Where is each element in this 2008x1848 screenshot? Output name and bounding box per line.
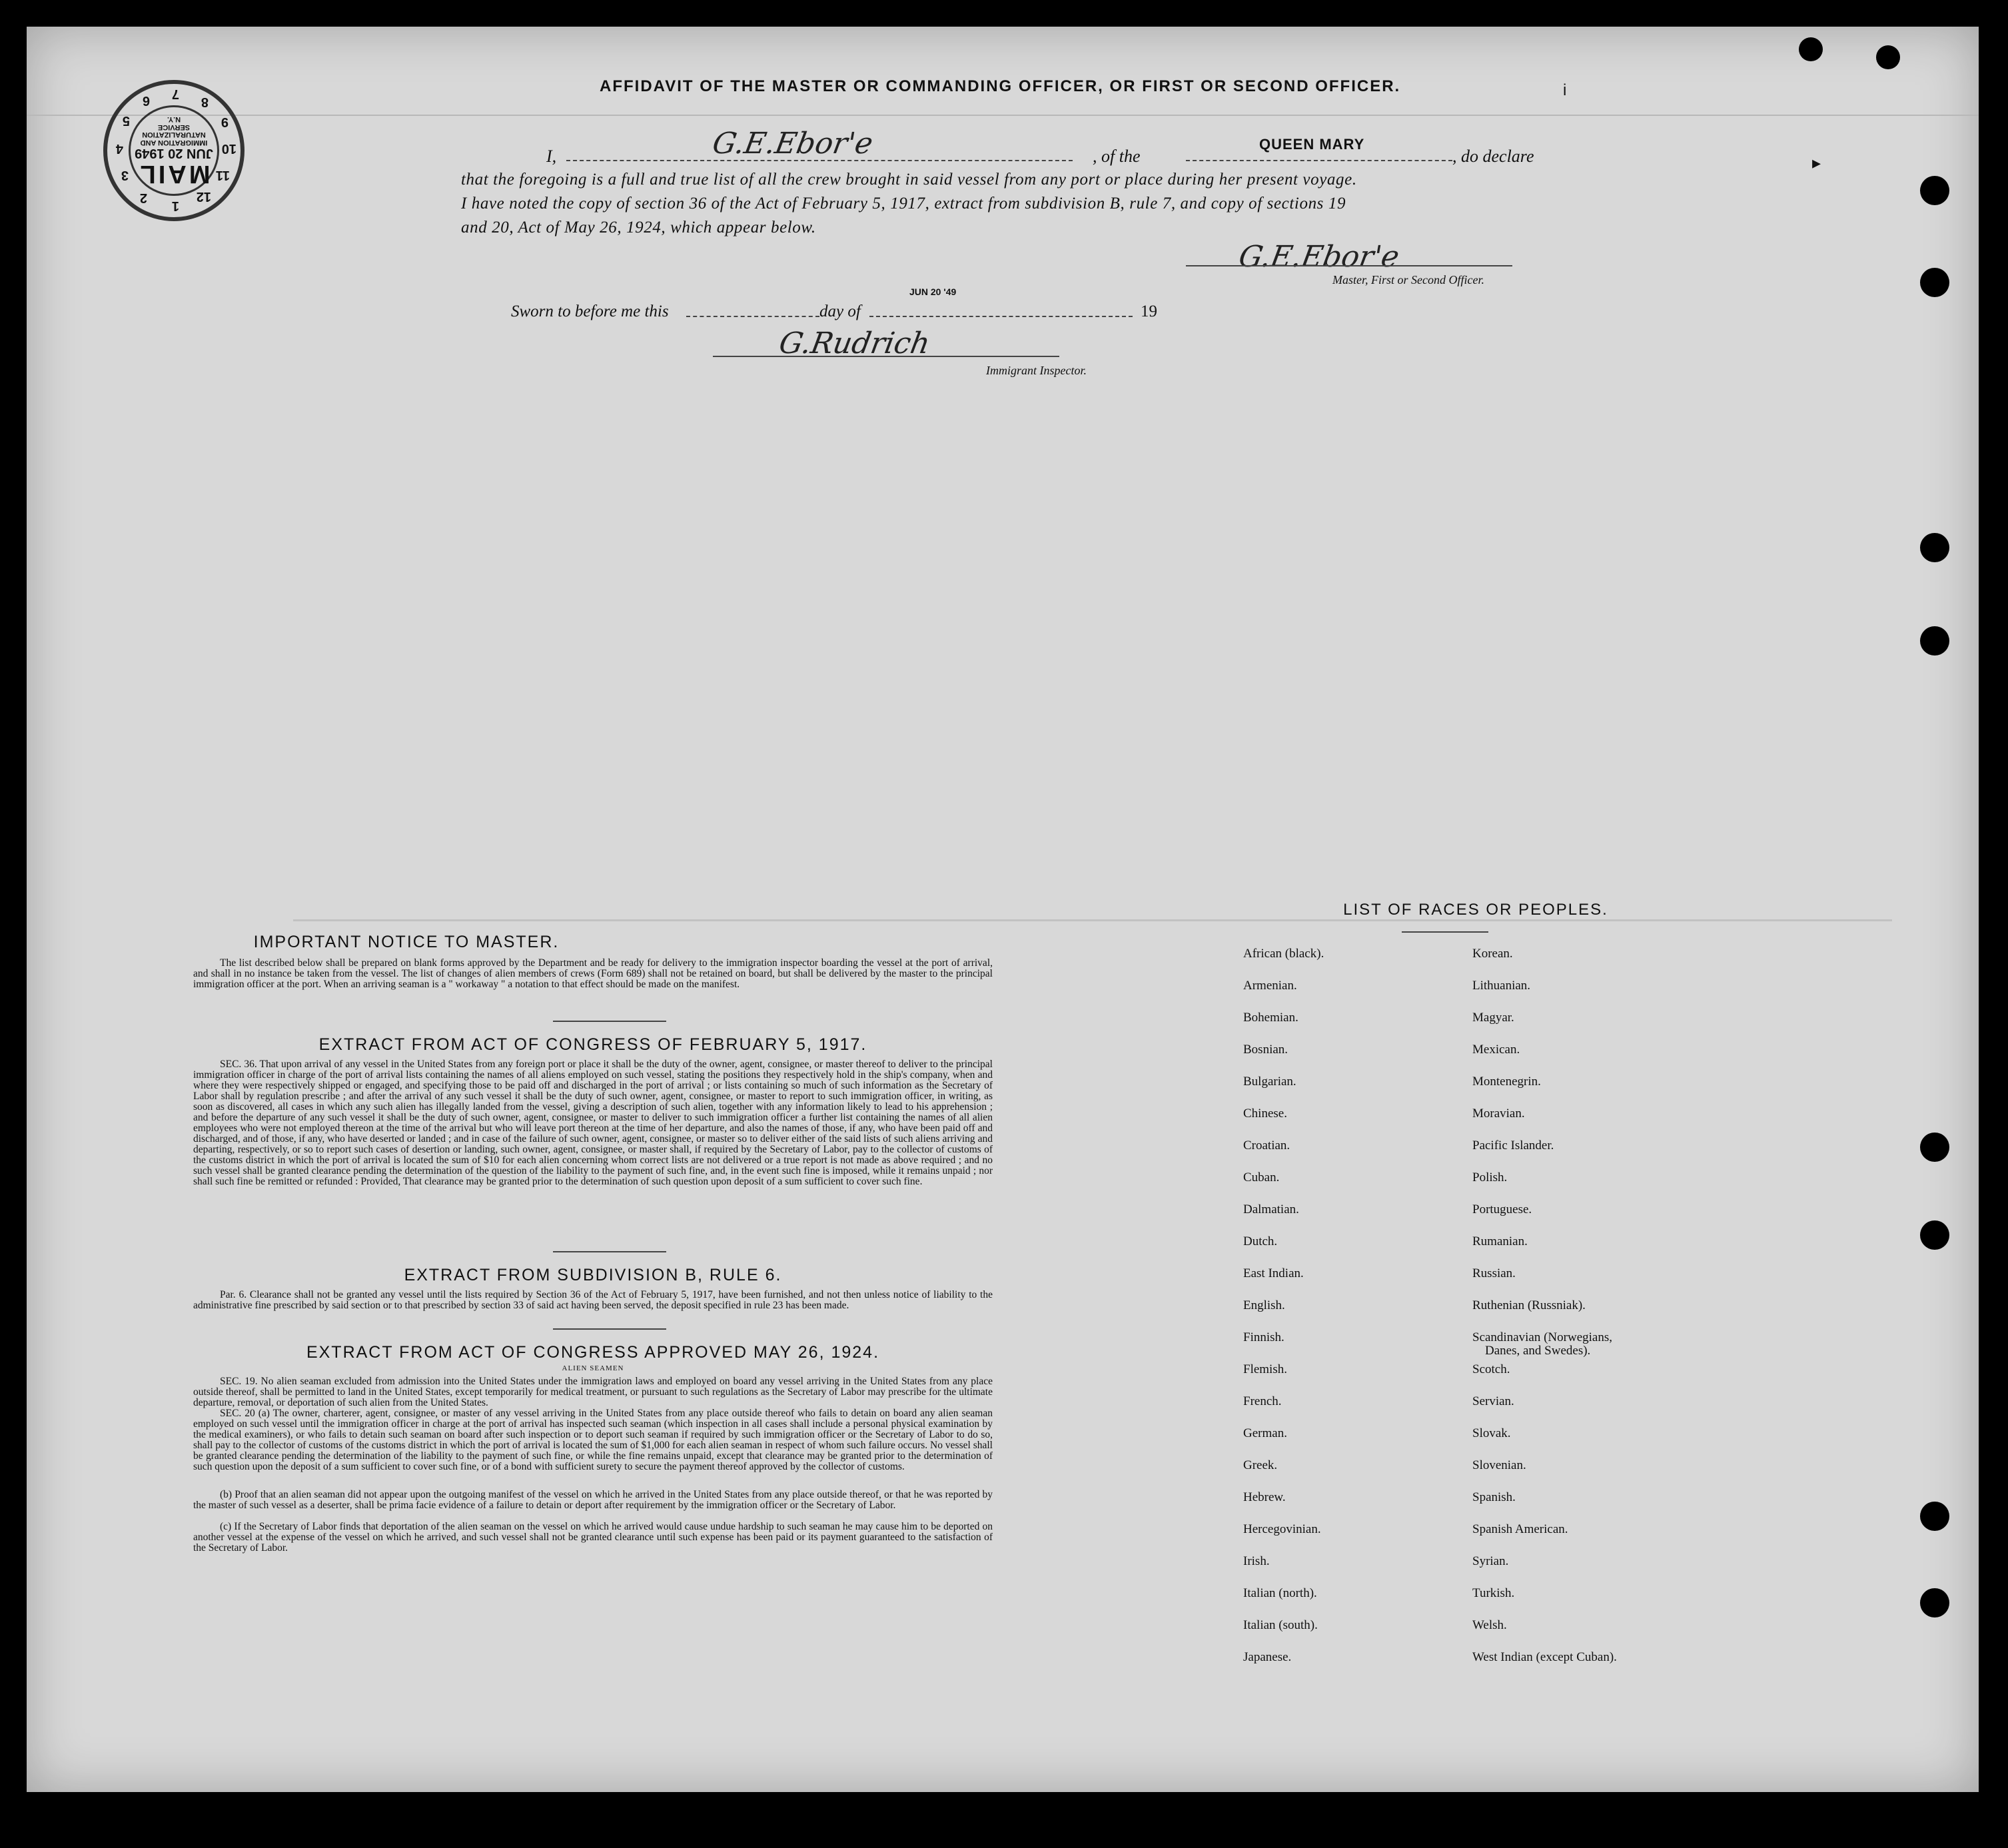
inspector-signature: G.Rudrich [776,326,933,360]
extract-1924-paragraph: (c) If the Secretary of Labor finds that deportation of the alien seaman on the vessel on which he arrived would cause undue hardship to such seaman he may cause him to be deported on another vessel at the expense of the vessel on which he arrived, and such vessel shall not be granted clearance until such expense has been paid or its payment guaranteed to the satisfaction of the Secretary of Labor. [193,1521,993,1554]
master-signature-line [1186,265,1512,266]
punch-hole [1920,1588,1949,1617]
race-item: Syrian. [1472,1554,1509,1568]
stamp-ring-number: 7 [171,87,179,101]
extract-1924-subheading: ALIEN SEAMEN [562,1364,624,1372]
race-item: Japanese. [1243,1650,1292,1664]
race-item: Bosnian. [1243,1043,1288,1057]
race-item: Chinese. [1243,1107,1287,1121]
punch-hole [1920,626,1949,656]
vessel-name: QUEEN MARY [1259,136,1365,153]
punch-hole [1920,1220,1949,1250]
races-list [1226,947,1772,1700]
mail-stamp [103,80,245,221]
race-item: Italian (north). [1243,1586,1317,1600]
stamp-ring-number: 9 [221,115,229,129]
inspector-label: Immigrant Inspector. [986,364,1087,377]
race-item: Montenegrin. [1472,1075,1541,1089]
race-item: African (black). [1243,947,1324,961]
race-item: French. [1243,1394,1282,1408]
stamp-line: NATURALIZATION [142,131,206,139]
affidavit-paragraph-line: that the foregoing is a full and true list of all the crew brought in said vessel from any port or place during her present voyage. [461,171,1357,189]
punch-hole [1920,1133,1949,1162]
race-item: Slovenian. [1472,1458,1526,1472]
extract-1924-paragraph: SEC. 19. No alien seaman excluded from admission into the United States under the immigration laws and employed on board any vessel arriving in the United States from any place outside thereof, shall be permitted to land in the United States, except temporarily for medical treatment, or pursuant to such regulations as the Secretary of Labor may prescribe for the ultimate departure, removal, or deportation of such alien from the United States. [193,1376,993,1408]
race-item: Slovak. [1472,1426,1511,1440]
sworn-day-label: day of [819,302,861,320]
rule6-heading: EXTRACT FROM SUBDIVISION B, RULE 6. [404,1266,782,1284]
race-item: Bulgarian. [1243,1075,1296,1089]
sworn-prefix: Sworn to before me this [511,302,669,320]
punch-hole [1876,45,1900,69]
stamp-ring-number: 4 [115,141,123,156]
race-item: Scotch. [1472,1362,1510,1376]
sworn-date-stamp: JUN 20 '49 [909,286,957,297]
section-divider [553,1021,666,1022]
race-item: German. [1243,1426,1287,1440]
sworn-day-line [686,316,819,317]
master-label: Master, First or Second Officer. [1332,273,1484,286]
punch-hole [1920,176,1949,205]
races-divider [1402,931,1488,933]
races-heading: LIST OF RACES OR PEOPLES. [1343,901,1608,919]
extract-1924-paragraph: (b) Proof that an alien seaman did not appear upon the outgoing manifest of the vessel on which he arrived in the United States from any place outside thereof, or that he was reported by the master of such vessel as a deserter, shall be prima facie evidence of a failure to detain or deport after requirement by the immigration officer or the Secretary of Labor. [193,1489,993,1511]
race-item: Lithuanian. [1472,979,1531,993]
race-item: Ruthenian (Russniak). [1472,1298,1586,1312]
race-item: Korean. [1472,947,1513,961]
race-item: Turkish. [1472,1586,1515,1600]
stamp-ring-number: 11 [215,168,230,183]
tick-mark: i [1563,81,1567,99]
stamp-ring-number: 8 [201,95,209,109]
stamp-line: SERVICE [157,123,191,131]
stamp-line: N.Y. [167,115,181,124]
master-signature: G.E.Ebor'e [1236,240,1402,274]
race-item: Greek. [1243,1458,1278,1472]
race-item: West Indian (except Cuban). [1472,1650,1617,1664]
race-item: Croatian. [1243,1139,1290,1153]
punch-hole [1920,1502,1949,1531]
race-item: Polish. [1472,1170,1508,1184]
race-item: Russian. [1472,1266,1516,1280]
arrow-mark: ▸ [1812,153,1821,173]
race-item: Finnish. [1243,1330,1284,1344]
race-item: Pacific Islander. [1472,1139,1554,1153]
extract-1917-text: SEC. 36. That upon arrival of any vessel in the United States from any foreign port or place it shall be the duty of the owner, agent, consignee, or master thereof to deliver to the principal immigration officer in charge of the port of arrival lists containing the names of all aliens employed on such vessel, stating the positions they respectively hold in the ship's company, when and where they were respectively shipped or engaged, and specifying those to be paid off and discharged in the port of arrival ; or lists containing so much of such information as the Secretary of Labor shall by regulation prescribe ; and after the arrival of any such vessel it shall be the duty of such owner, agent, consignee, or master to report to such immigration officer, in writing, as soon as discovered, all cases in which any such alien has illegally landed from the vessel, giving a description of such alien, together with any information likely to lead to his apprehension ; and before the departure of any such vessel it shall be the duty of such owner, agent, consignee, or master to deliver to such immigration officer a further list containing the names of all alien employees who were not employed thereon at the time of the arrival but who will leave port thereon at the time of her departure, and also the names of those, if any, who have been paid off and discharged, and of those, if any, who have deserted or landed ; and in case of the failure of such owner, agent, consignee, or master so to deliver either of the said lists of such aliens arriving and departing, respectively, or so to report such cases of desertion or landing, such owner, agent, consignee, or master shall, if required by the Secretary of Labor, pay to the collector of customs of the customs district in which the port of arrival is located the sum of $10 for each alien concerning whom correct lists are not delivered or a true report is not made as above required ; and no such vessel shall be granted clearance pending the determination of the question of the liability to the payment of such fine, and, in the event such fine is imposed, while it remains unpaid ; nor shall such fine be remitted or refunded : Provided, That clearance may be granted prior to the determination of such question upon deposit of a sum sufficient to cover such fine. [193,1059,993,1187]
stamp-ring-number: 1 [171,199,179,213]
section-divider [553,1251,666,1252]
sworn-year-prefix: 19 [1141,302,1157,320]
affidavit-paragraph-line: and 20, Act of May 26, 1924, which appear below. [461,219,816,236]
bleed-rule [27,115,1979,116]
race-item: Italian (south). [1243,1618,1318,1632]
document-page [27,27,1979,1792]
race-item: Dutch. [1243,1234,1278,1248]
of-the-label: , of the [1093,147,1141,166]
do-declare-label: , do declare [1452,147,1534,166]
affidavit-paragraph-line: I have noted the copy of section 36 of the Act of February 5, 1917, extract from subdivision B, rule 7, and copy of sections 19 [461,195,1346,213]
sworn-month-line [869,316,1133,317]
race-item: Dalmatian. [1243,1202,1299,1216]
extract-1917-heading: EXTRACT FROM ACT OF CONGRESS OF FEBRUARY 5, 1917. [318,1035,867,1054]
punch-hole [1799,37,1823,61]
race-item: Servian. [1472,1394,1514,1408]
extract-1924-paragraph: SEC. 20 (a) The owner, charterer, agent, consignee, or master of any vessel arriving in the United States from any place outside thereof who fails to detain on board any alien seaman employed on such vessel until the immigration officer in charge at the port of arrival has inspected such seaman (which inspection in all cases shall include a personal physical examination by the medical examiners), or who fails to detain such seaman on board after such inspection or to deport such seaman if required by such immigration officer or the Secretary of Labor to do so, shall pay to the collector of customs of the customs district in which the port of arrival is located the sum of $1,000 for each alien seaman in respect of whom such failure occurs. No vessel shall be granted clearance pending the determination of the liability to the payment of such fine, or while the fine remains unpaid, except that clearance may be granted prior to the determination of such question upon the deposit of a sum sufficient to cover such fine, or of a bond with sufficient surety to secure the payment thereof approved by the collector of customs. [193,1408,993,1472]
signer-signature: G.E.Ebor'e [710,127,876,161]
notice-text: The list described below shall be prepared on blank forms approved by the Department and be ready for delivery to the immigration inspector boarding the vessel at the port of arrival, and shall in no instance be taken from the vessel. The list of changes of alien members of crews (Form 689) shall not be retained on board, but shall be delivered by the master to the principal immigration officer at the port. When an arriving seaman is a " workaway " a notation to that effect should be made on the manifest. [193,957,993,990]
bleed-rule [293,919,1892,921]
stamp-ring-number: 2 [139,191,147,205]
race-item: Rumanian. [1472,1234,1528,1248]
affidavit-pronoun: I, [546,147,557,166]
rule6-text: Par. 6. Clearance shall not be granted any vessel until the lists required by Section 36 of the Act of February 5, 1917, have been furnished, and not then unless notice of liability to the administrative fine prescribed by said section or to that prescribed by section 33 of said act having been served, the deposit specified in rule 23 has been made. [193,1289,993,1311]
stamp-ring-number: 12 [196,189,211,204]
race-item: Hebrew. [1243,1490,1286,1504]
stamp-line: IMMIGRATION AND [140,138,208,147]
section-divider [553,1328,666,1330]
race-item: Mexican. [1472,1043,1520,1057]
stamp-ring-number: 6 [142,93,150,108]
notice-heading: IMPORTANT NOTICE TO MASTER. [253,933,560,951]
punch-hole [1920,533,1949,562]
race-item: East Indian. [1243,1266,1304,1280]
races-left-column [1243,947,1470,1700]
punch-hole [1920,268,1949,297]
stamp-ring-number: 3 [121,168,129,183]
race-item: Irish. [1243,1554,1270,1568]
races-right-column [1472,947,1765,1700]
race-item: Moravian. [1472,1107,1525,1121]
stamp-date: JUN 20 1949 [135,145,213,161]
race-item: Cuban. [1243,1170,1280,1184]
vessel-name-line [1186,160,1452,161]
race-item: Portuguese. [1472,1202,1532,1216]
race-item: Armenian. [1243,979,1297,993]
stamp-ring-number: 5 [122,113,130,128]
inspector-signature-line [713,356,1059,357]
race-item: Spanish American. [1472,1522,1568,1536]
race-item: Scandinavian (Norwegians, Danes, and Swedes). [1472,1330,1612,1358]
race-item: English. [1243,1298,1285,1312]
race-item: Welsh. [1472,1618,1507,1632]
race-item: Flemish. [1243,1362,1287,1376]
stamp-mail-text: MAIL [137,159,211,188]
race-item: Magyar. [1472,1011,1514,1025]
race-item: Hercegovinian. [1243,1522,1321,1536]
race-item: Spanish. [1472,1490,1516,1504]
stamp-ring-number: 10 [221,141,237,156]
affidavit-title: AFFIDAVIT OF THE MASTER OR COMMANDING OFFICER, OR FIRST OR SECOND OFFICER. [600,77,1401,95]
race-item: Bohemian. [1243,1011,1298,1025]
extract-1924-heading: EXTRACT FROM ACT OF CONGRESS APPROVED MAY 26, 1924. [306,1343,880,1362]
